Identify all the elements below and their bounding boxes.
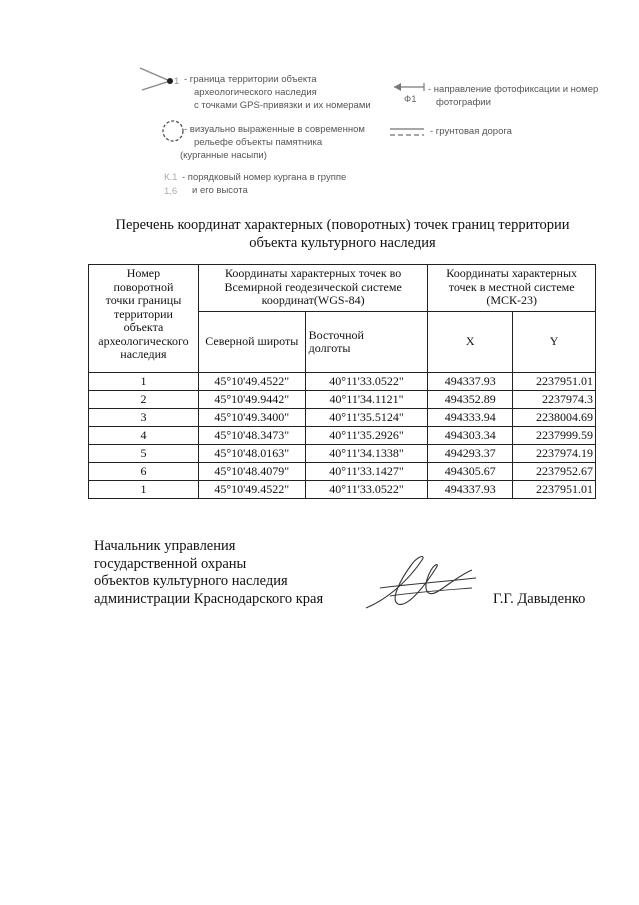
cell-x: 494337.93 [428,373,513,391]
relief-text-2: рельефе объекты памятника [194,137,323,148]
cell-y: 2238004.69 [513,409,596,427]
mound-label-number: К.1 [164,172,178,183]
coordinates-table [88,264,596,499]
header-point-number-line: поворотной [113,279,174,294]
signature-line-1: Начальник управления [94,538,236,554]
dirt-road-icon [388,126,428,138]
boundary-text-2: археологического наследия [194,87,317,98]
header-msk23-line: Координаты характерных [446,266,578,280]
photo-label: Ф1 [404,94,417,105]
boundary-text-1: - граница территории объекта [184,74,317,85]
cell-y: 2237974.3 [513,391,596,409]
boundary-text-3: с точками GPS-привязки и их номерами [194,100,371,111]
cell-latitude: 45°10'48.3473" [198,427,305,445]
mound-circle-icon [160,118,186,144]
cell-latitude: 45°10'49.9442" [198,391,305,409]
table-row [89,481,596,499]
cell-latitude: 45°10'49.3400" [198,409,305,427]
photo-arrow-icon [390,80,430,94]
title-line-2: объекта культурного наследия [249,235,436,251]
table-row [89,463,596,481]
header-y: Y [513,312,596,373]
header-point-number-line: точки границы [105,293,182,307]
cell-longitude: 40°11'33.0522" [305,481,428,499]
photo-text-2: фотографии [436,97,491,108]
header-point-number-line: объекта [123,320,164,334]
signature-block [94,538,323,608]
signature-line-2: государственной охраны [94,555,247,572]
cell-x: 494337.93 [428,481,513,499]
cell-y: 2237952.67 [513,463,596,481]
table-body [89,373,596,499]
header-msk23-line: точек в местной системе [448,279,575,294]
header-point-number-line: Номер [126,266,161,280]
cell-latitude: 45°10'49.4522" [198,373,305,391]
relief-text-1: - визуально выраженные в современном [184,124,365,135]
boundary-line-icon [138,66,190,92]
cell-x: 494303.34 [428,427,513,445]
cell-longitude: 40°11'35.5124" [305,409,428,427]
cell-latitude: 45°10'48.0163" [198,445,305,463]
table-row [89,373,596,391]
document-title [60,216,625,252]
cell-x: 494293.37 [428,445,513,463]
cell-longitude: 40°11'34.1121" [305,391,428,409]
header-x: X [428,312,513,373]
cell-longitude: 40°11'33.0522" [305,373,428,391]
table-row [89,409,596,427]
cell-point-number: 5 [89,445,199,463]
header-msk23 [428,265,596,312]
cell-latitude: 45°10'48.4079" [198,463,305,481]
header-longitude [305,312,428,373]
cell-point-number: 1 [89,481,199,499]
signature-line-4: администрации Краснодарского края [94,590,324,607]
road-text: - грунтовая дорога [430,126,512,137]
table-row [89,427,596,445]
cell-point-number: 1 [89,373,199,391]
cell-longitude: 40°11'35.2926" [305,427,428,445]
title-line-1: Перечень координат характерных (поворотных) точек границ территории [115,217,570,233]
cell-point-number: 3 [89,409,199,427]
cell-point-number: 6 [89,463,199,481]
cell-x: 494305.67 [428,463,513,481]
table-row [89,445,596,463]
header-wgs84 [198,265,427,312]
mound-label-height: 1,6 [164,186,178,197]
signer-name: Г.Г. Давыденко [493,591,586,607]
cell-latitude: 45°10'49.4522" [198,481,305,499]
mound-text-2: и его высота [192,185,248,196]
cell-longitude: 40°11'34.1338" [305,445,428,463]
cell-y: 2237951.01 [513,481,596,499]
header-msk23-line: (МСК-23) [486,293,537,307]
cell-point-number: 2 [89,391,199,409]
relief-text-3: (курганные насыпи) [180,150,267,161]
handwritten-signature [360,548,480,618]
header-point-number-line: территории [113,306,173,321]
header-point-number-line: наследия [120,347,167,361]
table-row [89,391,596,409]
header-wgs84-line: Всемирной геодезической системе [224,279,402,294]
cell-longitude: 40°11'33.1427" [305,463,428,481]
header-latitude: Северной широты [198,312,305,373]
cell-y: 2237974.19 [513,445,596,463]
cell-point-number: 4 [89,427,199,445]
header-longitude-line: Восточной [308,327,364,342]
header-longitude-line: долготы [308,341,351,355]
mound-text-1: - порядковый номер кургана в группе [182,172,347,183]
boundary-point-number: 1 [174,76,180,87]
photo-text-1: - направление фотофиксации и номер [428,84,599,95]
header-wgs84-line: Координаты характерных точек во [224,266,402,280]
header-wgs84-line: координат(WGS-84) [261,293,365,307]
signature-line-3: объектов культурного наследия [94,573,288,589]
header-point-number [89,265,199,373]
header-point-number-line: археологического [98,333,189,348]
cell-y: 2237999.59 [513,427,596,445]
cell-x: 494352.89 [428,391,513,409]
cell-y: 2237951.01 [513,373,596,391]
cell-x: 494333.94 [428,409,513,427]
